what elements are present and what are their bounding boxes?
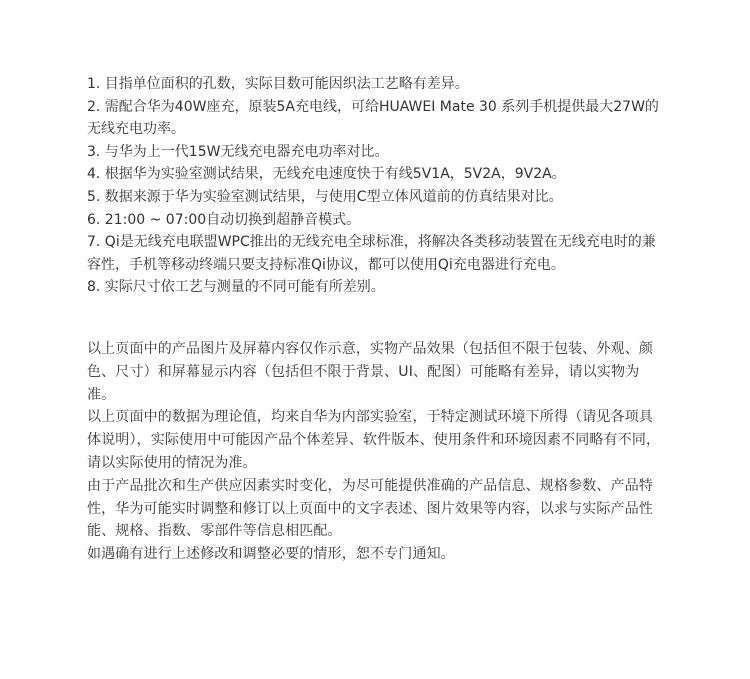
disclaimer-paragraph-revisions: 由于产品批次和生产供应因素实时变化，为尽可能提供准确的产品信息、规格参数、产品特性，华为可能实时调整和修订以上页面中的文字表述、图片效果等内容，以求与实际产品性能、规格、指数、零部件等信息相匹配。 <box>87 477 653 540</box>
footnote-5: 5. 数据来源于华为实验室测试结果，与使用C型立体风道前的仿真结果对比。 <box>87 188 563 205</box>
disclaimer-section <box>87 338 662 566</box>
footnotes-list <box>87 73 667 299</box>
footnote-3: 3. 与华为上一代15W无线充电器充电功率对比。 <box>87 143 389 160</box>
footnote-1: 1. 目指单位面积的孔数，实际目数可能因织法工艺略有差异。 <box>87 76 469 92</box>
footnote-4: 4. 根据华为实验室测试结果，无线充电速度快于有线5V1A，5V2A，9V2A。 <box>87 166 566 183</box>
footnote-2: 2. 需配合华为40W座充，原装5A充电线，可给HUAWEI Mate 30 系列手机提供最大27W的无线充电功率。 <box>87 98 659 138</box>
footnote-7: 7. Qi是无线充电联盟WPC推出的无线充电全球标准，将解决各类移动装置在无线充电时的兼容性，手机等移动终端只要支持标准Qi协议，都可以使用Qi充电器进行充电。 <box>87 234 656 273</box>
footnote-8: 8. 实际尺寸依工艺与测量的不同可能有所差别。 <box>87 279 385 296</box>
footnote-6: 6. 21:00 ~ 07:00自动切换到超静音模式。 <box>87 211 361 228</box>
disclaimer-paragraph-images: 以上页面中的产品图片及屏幕内容仅作示意，实物产品效果（包括但不限于包装、外观、颜色、尺寸）和屏幕显示内容（包括但不限于背景、UI、配图）可能略有差异，请以实物为准。 <box>87 341 653 403</box>
disclaimer-paragraph-notice: 如遇确有进行上述修改和调整必要的情形，恕不专门通知。 <box>87 546 455 563</box>
disclaimer-paragraph-data: 以上页面中的数据为理论值，均来自华为内部实验室，于特定测试环境下所得（请见各项具体说明），实际使用中可能因产品个体差异、软件版本、使用条件和环境因素不同略有不同，请以实际使用的情况为准。 <box>87 409 661 471</box>
